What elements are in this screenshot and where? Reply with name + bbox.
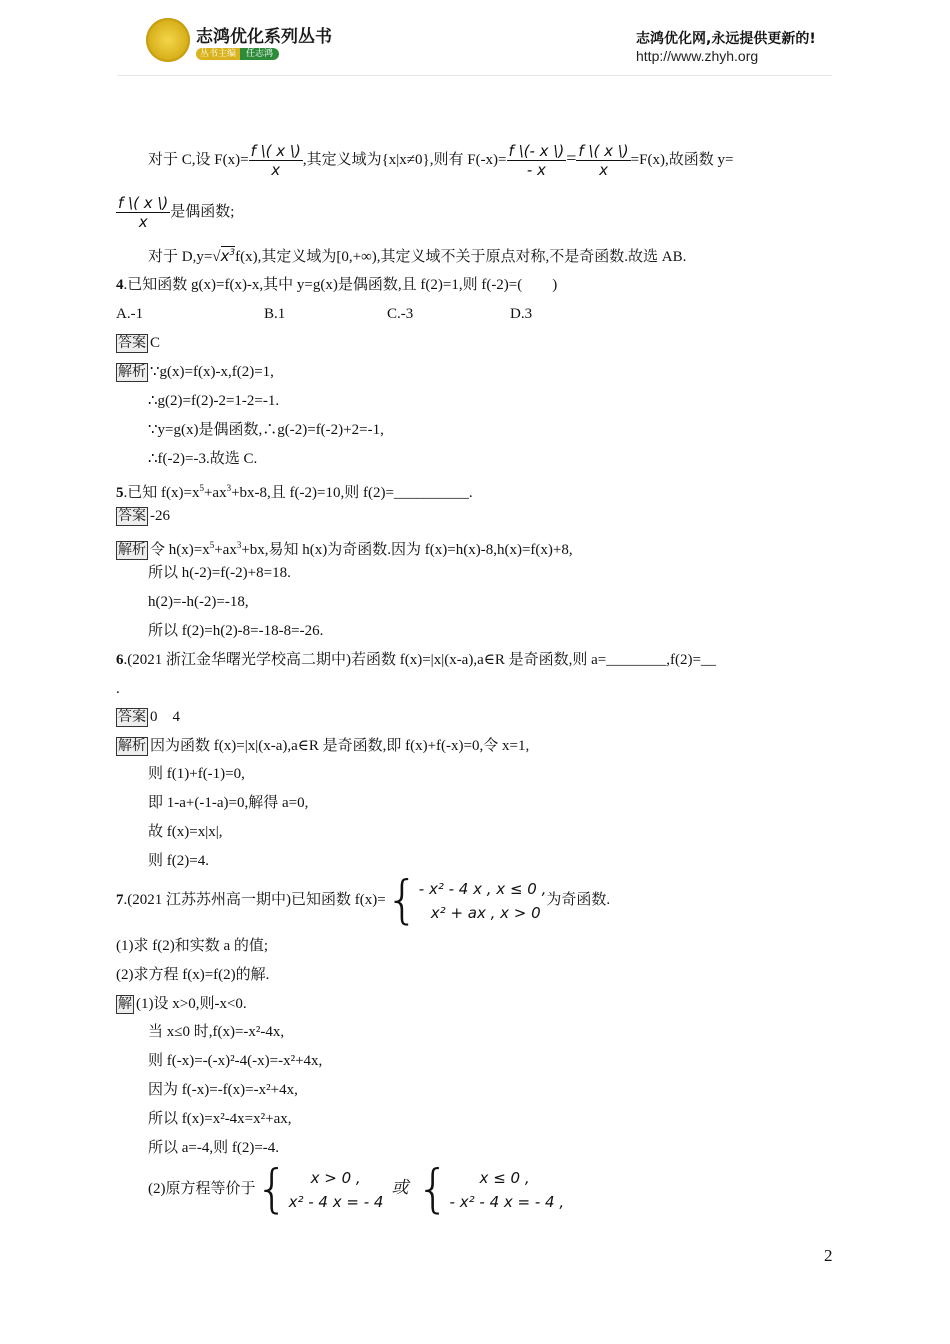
- item-d-line: [148, 243, 686, 267]
- frac-num: f \(- x \): [508, 142, 565, 161]
- analysis-tag: 解析: [118, 738, 146, 754]
- series-title: 志鸿优化系列丛书: [196, 27, 332, 47]
- q-text: .(2021 江苏苏州高一期中)已知函数 f(x)=: [123, 892, 386, 908]
- piecewise-cases: [419, 877, 547, 925]
- case-row: x ≤ 0 ,: [479, 1168, 530, 1187]
- sol-line: ∵y=g(x)是偶函数,∴g(-2)=f(-2)+2=-1,: [148, 422, 384, 438]
- q7-part: (1)求 f(2)和实数 a 的值;: [116, 938, 269, 954]
- item-c-line2: [116, 192, 234, 232]
- q6-analysis: [116, 736, 529, 756]
- sol-line: h(2)=-h(-2)=-18,: [148, 594, 249, 610]
- q4-opt-a: A.-1: [116, 306, 144, 322]
- radicand-exp: 3: [229, 248, 236, 258]
- text: 对于 D,y=: [148, 249, 213, 265]
- analysis-tag: 解析: [118, 364, 146, 380]
- text: 对于 C,设 F(x)=: [148, 152, 249, 168]
- q7-part2-solution: [148, 1159, 565, 1220]
- page-number: 2: [824, 1246, 833, 1265]
- brace-symbol: {: [416, 1159, 450, 1220]
- frac-den: x: [271, 161, 281, 180]
- sol-text: (2)原方程等价于: [148, 1181, 256, 1197]
- fraction: [116, 194, 170, 231]
- sol-line: 则 f(2)=4.: [148, 853, 209, 869]
- q-number: 7: [116, 892, 124, 908]
- case-row: - x² - 4 x = - 4 ,: [449, 1192, 565, 1211]
- header-slogan: 志鸿优化网,永远提供更新的!: [636, 31, 816, 47]
- q-number: 5: [116, 485, 124, 501]
- equation-system: [289, 1166, 384, 1214]
- brace-symbol: {: [255, 1159, 289, 1220]
- q-text: .(2021 浙江金华曙光学校高二期中)若函数 f(x)=|x|(x-a),a∈R 是奇函数,则 a=________,f(2)=__: [123, 652, 716, 668]
- frac-num: f \( x \): [250, 142, 301, 161]
- header-url[interactable]: http://www.zhyh.org: [636, 48, 759, 64]
- sol-line: ∴g(2)=f(2)-2=1-2=-1.: [148, 393, 280, 409]
- text: =F(x),故函数 y=: [630, 152, 734, 168]
- q5-analysis: [116, 535, 573, 560]
- sol-line: 所以 a=-4,则 f(2)=-4.: [148, 1140, 280, 1156]
- sol-line: 所以 h(-2)=f(-2)+8=18.: [148, 565, 291, 581]
- editor-name: 任志鸿: [240, 48, 279, 60]
- or-word: 或: [391, 1178, 409, 1197]
- sol-line: ∴f(-2)=-3.故选 C.: [148, 451, 258, 467]
- answer-tag: 答案: [118, 335, 146, 351]
- exponent: 5: [209, 540, 215, 550]
- q5-stem: [116, 478, 473, 503]
- text: f(x),其定义域为[0,+∞),其定义域不关于原点对称,不是奇函数.故选 AB.: [235, 249, 687, 265]
- q6-stem: [116, 650, 716, 670]
- sqrt-symbol: √: [212, 249, 221, 265]
- frac-den: - x: [526, 161, 546, 180]
- answer-text: 0 4: [150, 709, 181, 725]
- q4-stem: [116, 275, 557, 295]
- fraction: [507, 142, 567, 179]
- sol-text: +bx,易知 h(x)为奇函数.因为 f(x)=h(x)-8,h(x)=f(x)+8,: [241, 542, 573, 558]
- q-text: .已知 f(x)=x: [123, 485, 200, 501]
- q4-opt-c: C.-3: [387, 306, 414, 322]
- sol-line: 故 f(x)=x|x|,: [148, 824, 223, 840]
- q-text: +ax: [203, 485, 227, 501]
- case-row: - x² - 4 x , x ≤ 0 ,: [418, 879, 547, 898]
- q4-answer: [116, 333, 160, 353]
- q-number: 6: [116, 652, 124, 668]
- answer-tag: 答案: [118, 709, 146, 725]
- q7-solution: [116, 994, 247, 1014]
- sol-line: 即 1-a+(-1-a)=0,解得 a=0,: [148, 795, 309, 811]
- q4-opt-b: B.1: [264, 306, 286, 322]
- frac-den: x: [138, 213, 148, 232]
- brace-symbol: {: [385, 870, 419, 931]
- sol-line: 则 f(1)+f(-1)=0,: [148, 766, 245, 782]
- q-text: 为奇函数.: [546, 892, 611, 908]
- case-row: x² + ax , x > 0: [430, 903, 541, 922]
- analysis-tag: 解析: [118, 542, 146, 558]
- text: 是偶函数;: [170, 204, 235, 220]
- frac-num: f \( x \): [118, 194, 169, 213]
- q4-opt-d: D.3: [510, 306, 533, 322]
- case-row: x > 0 ,: [310, 1168, 361, 1187]
- fraction: [249, 142, 303, 179]
- q6-answer: [116, 707, 180, 727]
- case-row: x² - 4 x = - 4: [288, 1192, 384, 1211]
- answer-text: -26: [150, 508, 170, 524]
- radicand-base: x: [220, 247, 230, 265]
- header-rule: [118, 75, 832, 76]
- exponent: 3: [226, 483, 232, 493]
- text: =: [566, 148, 577, 168]
- editor-tag: 丛书主编: [196, 48, 240, 60]
- sol-line: 当 x≤0 时,f(x)=-x²-4x,: [148, 1024, 285, 1040]
- q6-stem-end: .: [116, 681, 120, 697]
- radicand: [221, 246, 236, 265]
- sol-text: 因为函数 f(x)=|x|(x-a),a∈R 是奇函数,即 f(x)+f(-x)=0,令 x=1,: [150, 738, 530, 754]
- q7-part: (2)求方程 f(x)=f(2)的解.: [116, 967, 270, 983]
- logo-seal-icon: [146, 18, 190, 62]
- q4-analysis: [116, 362, 274, 382]
- frac-den: x: [599, 161, 608, 180]
- sol-line: 所以 f(x)=x²-4x=x²+ax,: [148, 1111, 292, 1127]
- frac-num: f \( x \): [578, 142, 629, 161]
- equation-system: [450, 1166, 565, 1214]
- sol-text: (1)设 x>0,则-x<0.: [136, 996, 247, 1012]
- q7-stem: [116, 870, 611, 931]
- sol-line: 因为 f(-x)=-f(x)=-x²+4x,: [148, 1082, 298, 1098]
- solution-tag: 解: [118, 996, 132, 1012]
- item-c-line1: [148, 138, 733, 180]
- sol-text: ∵g(x)=f(x)-x,f(2)=1,: [150, 364, 274, 380]
- text: ,其定义域为{x|x≠0},则有 F(-x)=: [302, 152, 507, 168]
- q5-answer: [116, 506, 170, 526]
- q-number: 4: [116, 277, 124, 293]
- sol-line: 则 f(-x)=-(-x)²-4(-x)=-x²+4x,: [148, 1053, 323, 1069]
- exponent: 5: [199, 483, 204, 493]
- editor-line: [196, 46, 279, 59]
- sol-text: +ax: [214, 542, 237, 558]
- answer-tag: 答案: [118, 508, 146, 524]
- q-text: .已知函数 g(x)=f(x)-x,其中 y=g(x)是偶函数,且 f(2)=1,则 f(-2)=( ): [123, 277, 558, 293]
- q-text: +bx-8,且 f(-2)=10,则 f(2)=__________.: [231, 485, 473, 501]
- sol-line: 所以 f(2)=h(2)-8=-18-8=-26.: [148, 623, 324, 639]
- fraction: [576, 142, 630, 179]
- exponent: 3: [236, 540, 242, 550]
- answer-text: C: [150, 335, 161, 351]
- sol-text: 令 h(x)=x: [150, 542, 210, 558]
